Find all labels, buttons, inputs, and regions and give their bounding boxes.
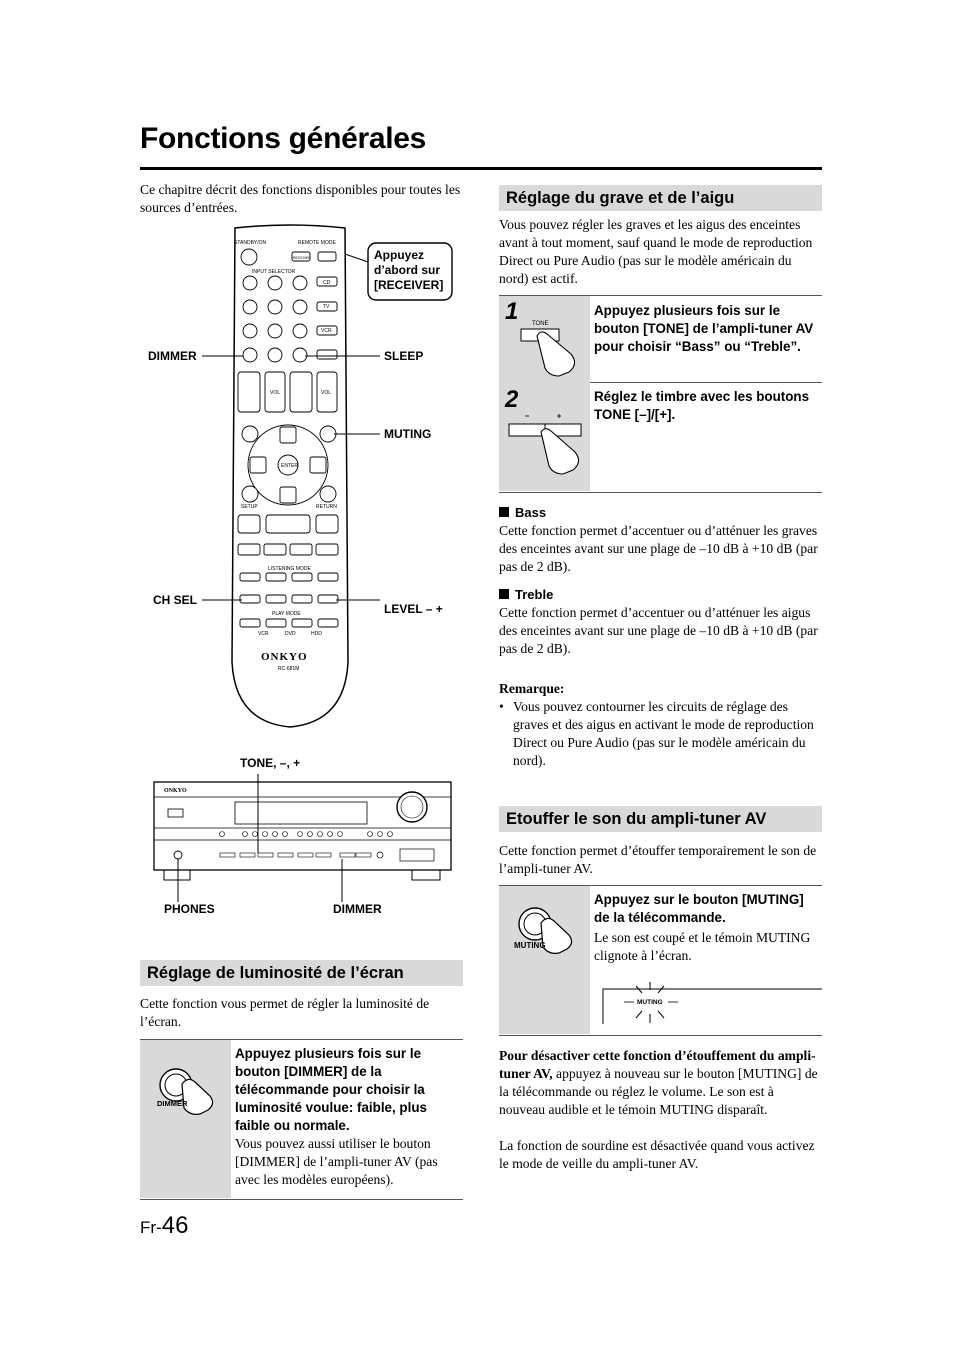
callout-chsel: CH SEL — [153, 593, 198, 607]
treble-text: Cette fonction permet d’accentuer ou d’atténuer les aigus des enceintes avant sur une plage de –10 dB à +10 dB (par pas de 2 dB). — [499, 605, 818, 656]
mute-off-bold: Pour désactiver cette fonction d’étouffement du ampli-tuner AV, — [499, 1048, 816, 1081]
section-heading-lumi: Réglage de luminosité de l’écran — [140, 960, 463, 986]
remote-vol-label-2: VOL — [321, 390, 332, 396]
square-bullet-icon-2 — [499, 589, 509, 599]
remote-model: RC-681M — [278, 666, 300, 672]
note-text: Vous pouvez contourner les circuits de réglage des graves et des aigus en activant le mode de reproduction Direct ou Pure Audio (pas sur le modèle américain du nord). — [513, 699, 814, 768]
section-heading-mute: Etouffer le son du ampli-tuner AV — [499, 806, 822, 832]
mute-off-text: appuyez à nouveau sur le bouton [MUTING] de la télécommande ou réglez le volume. Le son est à nouveau audible et le témoin MUTING disparaît. — [499, 1066, 818, 1117]
treble-heading — [499, 586, 553, 604]
dimmer-button-label: DIMMER — [157, 1099, 188, 1108]
mute-step-image — [499, 886, 590, 1034]
callout-dimmer-receiver: DIMMER — [333, 902, 382, 916]
step-number-2: 2 — [505, 386, 519, 413]
remote-dvd-label: DVD — [285, 631, 296, 637]
remote-brand: ONKYO — [261, 651, 308, 663]
mute-step-note: Le son est coupé et le témoin MUTING clignote à l’écran. — [594, 930, 811, 963]
mute-standby-text: La fonction de sourdine est désactivée quand vous activez le mode de veille du ampli-tuner AV. — [499, 1138, 815, 1171]
muting-button-icon — [499, 886, 590, 1034]
note-bullet: • — [499, 699, 504, 714]
tone-button-label: TONE — [532, 321, 549, 327]
muting-indicator: MUTING — [637, 999, 663, 1006]
lumi-step-image — [140, 1040, 231, 1198]
remote-setup-label: SETUP — [241, 504, 258, 510]
tone-intro: Vous pouvez régler les graves et les aigus des enceintes avant à tout moment, sauf quand le mode de reproduction Direct ou Pure Audio (pas sur le modèle américain du nord) est actif. — [499, 217, 813, 286]
section-heading-tone: Réglage du grave et de l’aigu — [499, 185, 822, 211]
tone-step1-text: Appuyez plusieurs fois sur le bouton [TONE] de l’ampli-tuner AV pour choisir “Bass” ou “Treble”. — [594, 303, 814, 354]
remote-input-label: INPUT SELECTOR — [252, 269, 296, 275]
page-title: Fonctions générales — [140, 122, 427, 155]
square-bullet-icon — [499, 507, 509, 517]
remote-enter-label: ENTER — [281, 463, 298, 469]
remote-control-illustration — [140, 222, 470, 742]
lumi-intro: Cette fonction vous permet de régler la luminosité de l’écran. — [140, 996, 430, 1029]
receiver-front-panel-illustration — [150, 770, 456, 920]
page-number-value: 46 — [161, 1212, 189, 1239]
callout-muting: MUTING — [384, 427, 432, 441]
mute-off-paragraph — [499, 1047, 822, 1119]
remote-mode-label: REMOTE MODE — [298, 240, 336, 246]
callout-receiver-first: Appuyez d’abord sur [RECEIVER] — [374, 248, 444, 292]
dimmer-button-icon — [140, 1040, 231, 1198]
callout-phones: PHONES — [164, 902, 215, 916]
mute-step-instruction: Appuyez sur le bouton [MUTING] de la télécommande. — [594, 892, 804, 925]
remote-vcr-label: VCR — [321, 328, 332, 334]
step-number-1: 1 — [505, 298, 519, 325]
mute-intro: Cette fonction permet d’étouffer temporairement le son de l’ampli-tuner AV. — [499, 843, 817, 876]
remote-listening-label: LISTENING MODE — [268, 566, 311, 572]
callout-sleep: SLEEP — [384, 349, 424, 363]
lumi-step-instruction: Appuyez plusieurs fois sur le bouton [DIMMER] de la télécommande pour choisir la luminosité voulue: faible, plus faible ou normale. — [235, 1046, 427, 1133]
title-rule — [140, 167, 822, 170]
bass-title: Bass — [515, 505, 547, 520]
bass-text: Cette fonction permet d’accentuer ou d’atténuer les graves des enceintes avant sur une plage de –10 dB à +10 dB (par pas de 2 dB). — [499, 523, 818, 574]
remote-playmode-label: PLAY MODE — [272, 611, 301, 617]
remote-vol-label: VOL — [270, 390, 281, 396]
remote-cd-label: CD — [323, 280, 331, 286]
remote-tv-label: TV — [323, 304, 330, 310]
muting-display-illustration — [600, 968, 822, 1028]
remote-vcr-label-2: VCR — [258, 631, 269, 637]
page-prefix: Fr- — [140, 1218, 162, 1237]
bass-heading — [499, 504, 546, 522]
receiver-brand: ONKYO — [164, 788, 187, 794]
remote-receiver-label: RECEIVER — [293, 256, 311, 260]
muting-button-label: MUTING — [514, 941, 546, 950]
remote-return-label: RETURN — [316, 504, 337, 510]
treble-title: Treble — [515, 587, 554, 602]
callout-tone: TONE, –, + — [240, 756, 301, 770]
note-title: Remarque: — [499, 681, 565, 696]
callout-dimmer: DIMMER — [148, 349, 197, 363]
intro-text: Ce chapitre décrit des fonctions disponibles pour toutes les sources d’entrées. — [140, 182, 461, 215]
page-number — [140, 1212, 188, 1240]
remote-hdd-label: HDD — [311, 631, 322, 637]
lumi-step-note: Vous pouvez aussi utiliser le bouton [DIMMER] de l’ampli-tuner AV (pas avec les modèles européens). — [235, 1136, 438, 1187]
remote-standby-label: STANDBY/ON — [234, 240, 267, 246]
tone-step2-text: Réglez le timbre avec les boutons TONE [–]/[+]. — [594, 389, 810, 422]
callout-level: LEVEL – + — [384, 602, 443, 616]
